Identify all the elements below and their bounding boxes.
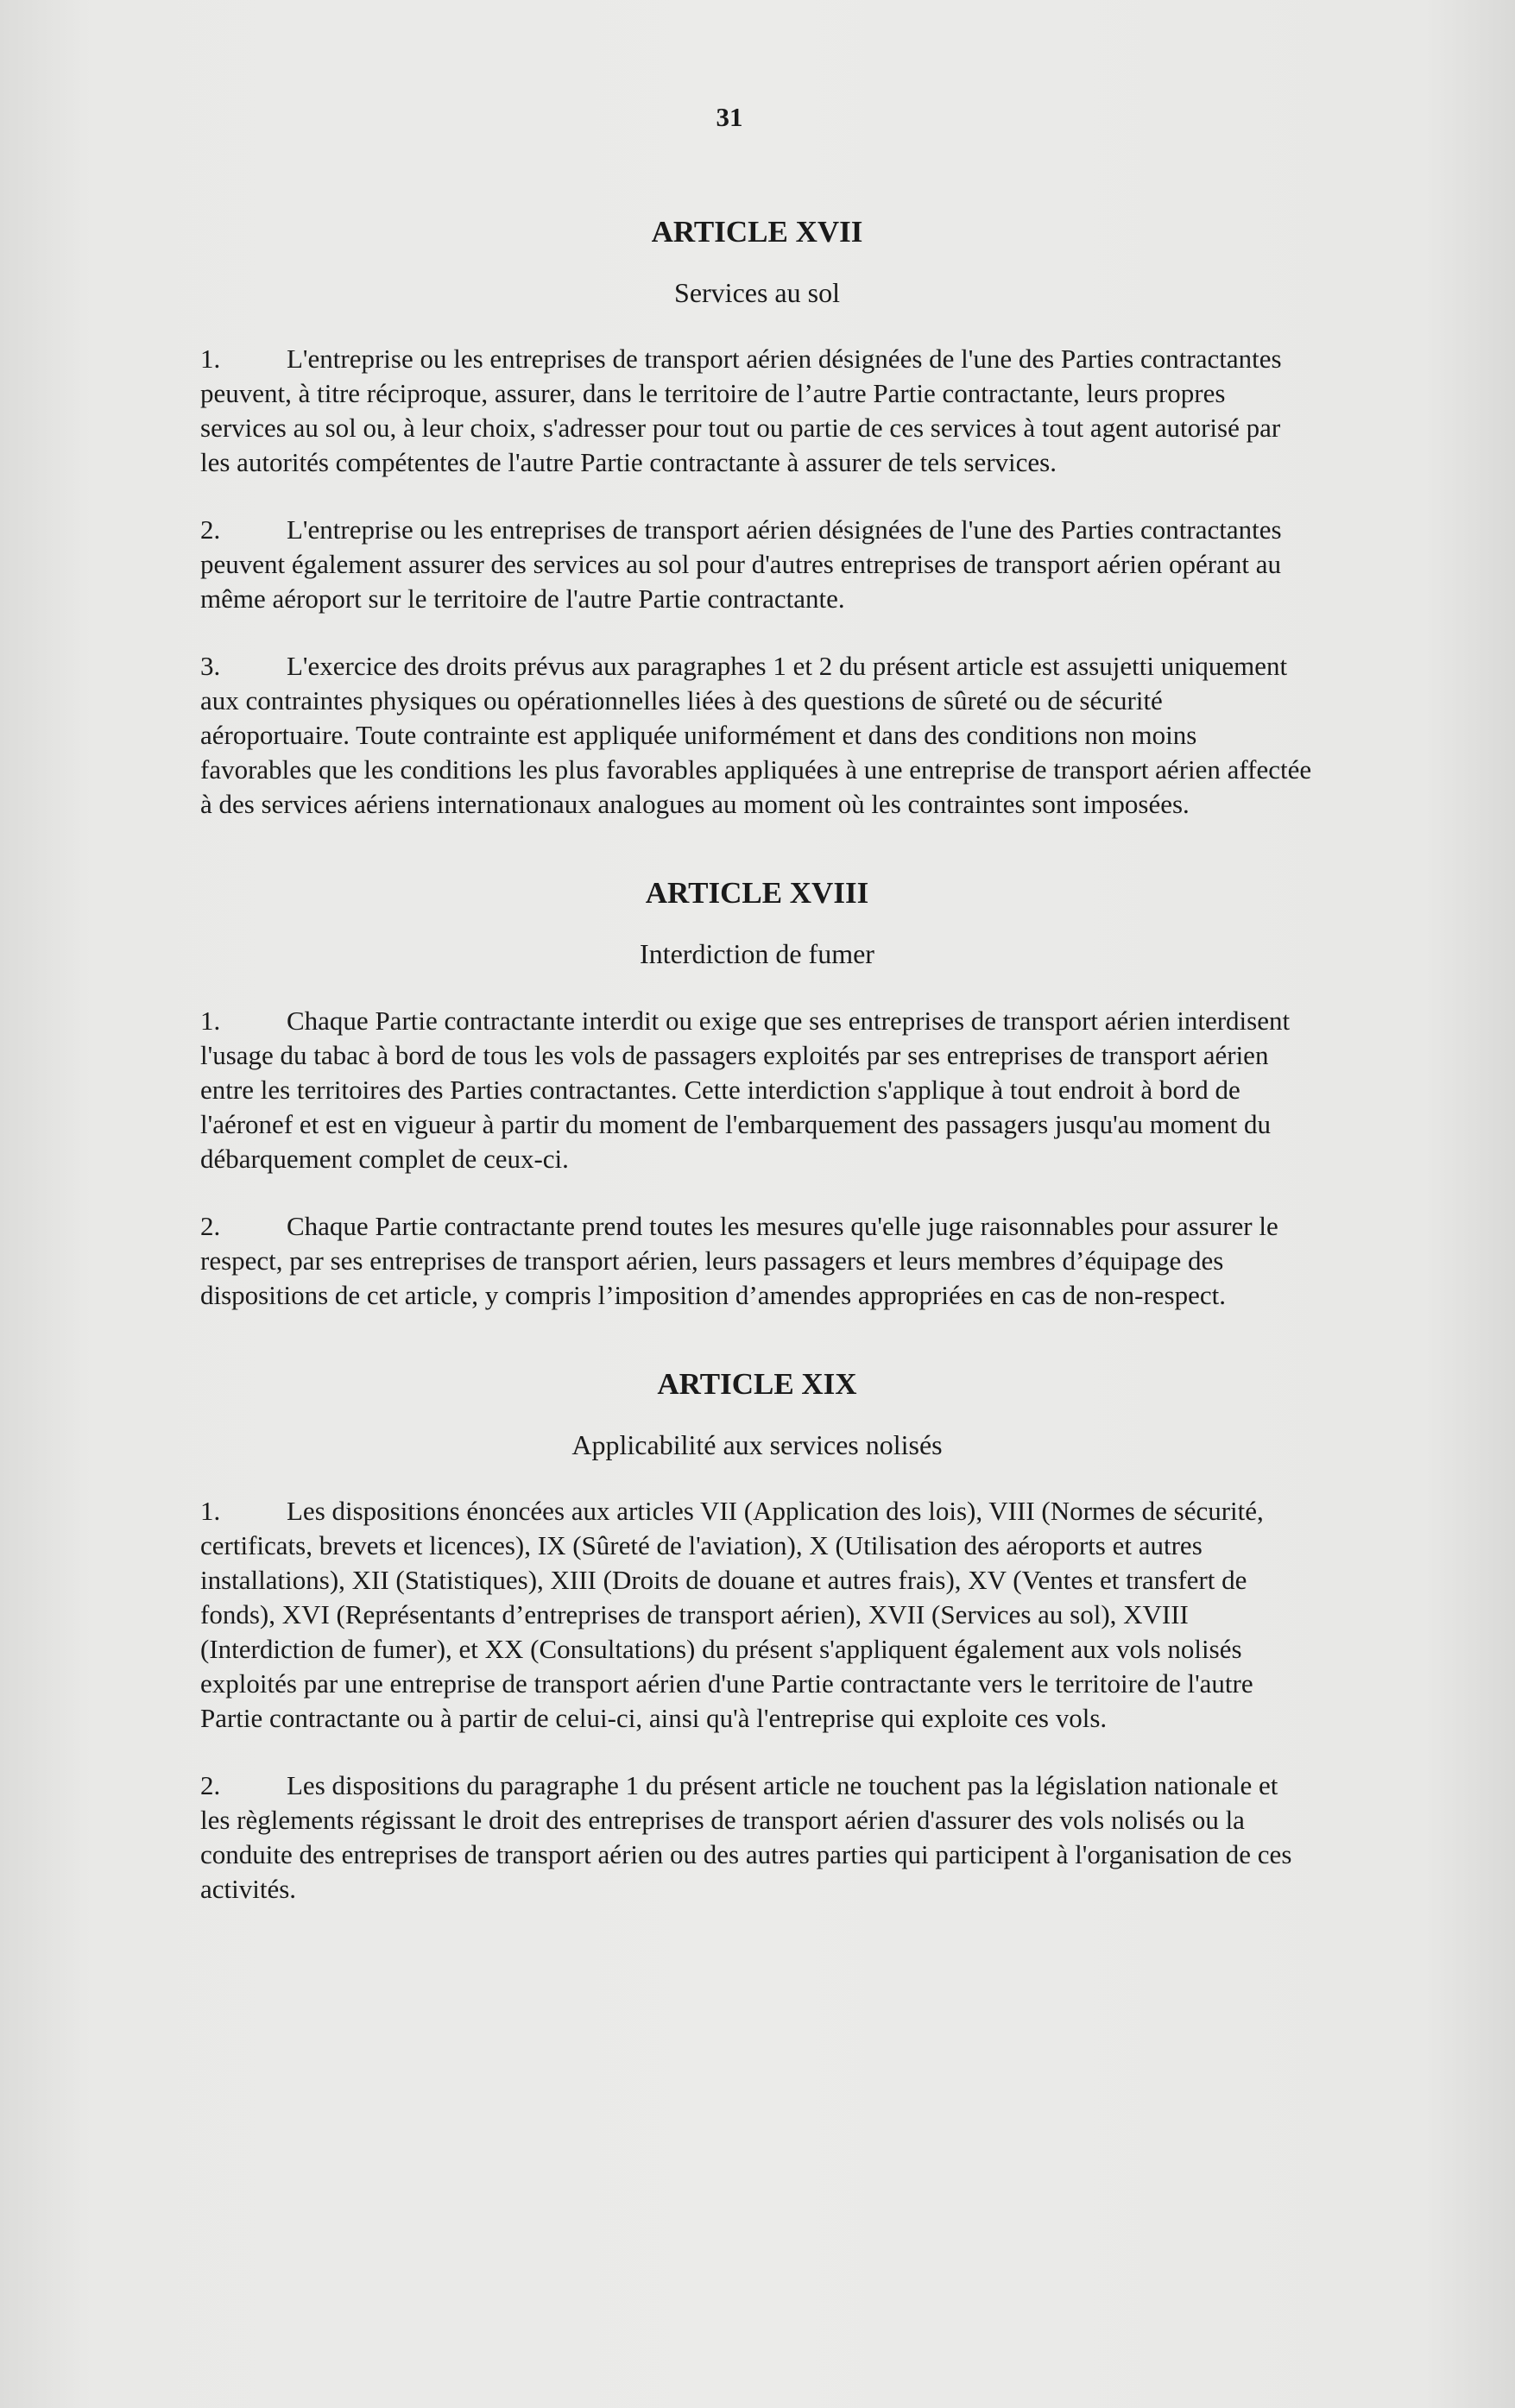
paragraph-number: 1. <box>200 1496 221 1527</box>
paragraph-text: Les dispositions du paragraphe 1 du présent article ne touchent pas la législation nationale et les règlements régissant le droit des entreprises de transport aérien d'assurer des vols nolisés ou la conduite des entreprises de transport aérien ou des autres parties qui participent à l'organisation de ces activités. <box>200 1770 1292 1905</box>
paragraph-number: 1. <box>200 1005 221 1036</box>
paragraph <box>200 1768 1314 1907</box>
article-xvii <box>200 214 1314 822</box>
article-title: ARTICLE XVII <box>651 215 863 249</box>
paragraph-text: L'exercice des droits prévus aux paragraphes 1 et 2 du présent article est assujetti uniquement aux contraintes physiques ou opérationnelles liées à des questions de sûreté ou de sécurité aéroportuaire. Toute contrainte est appliquée uniformément et dans des conditions non moins favorables que les conditions les plus favorables appliquées à une entreprise de transport aérien affectée à des services aériens internationaux analogues au moment où les contraintes sont imposées. <box>200 651 1312 820</box>
article-subtitle: Services au sol <box>674 277 840 308</box>
paragraph <box>200 649 1314 822</box>
article-title: ARTICLE XVIII <box>645 876 869 911</box>
paragraph-text: Chaque Partie contractante interdit ou exige que ses entreprises de transport aérien interdisent l'usage du tabac à bord de tous les vols de passagers exploités par ses entreprises de transport aérien entre les territoires des Parties contractantes. Cette interdiction s'applique à tout endroit à bord de l'aéronef et est en vigueur à partir du moment de l'embarquement des passagers jusqu'au moment du débarquement complet de ceux-ci. <box>200 1005 1291 1174</box>
paragraph <box>200 1209 1314 1313</box>
paragraph-number: 3. <box>200 651 221 682</box>
article-subtitle: Applicabilité aux services nolisés <box>571 1428 943 1460</box>
paragraph-text: L'entreprise ou les entreprises de transport aérien désignées de l'une des Parties contractantes peuvent, à titre réciproque, assurer, dans le territoire de l’autre Partie contractante, leurs propres services au sol ou, à leur choix, s'adresser pour tout ou partie de ces services à tout agent autorisé par les autorités compétentes de l'autre Partie contractante à assurer de tels services. <box>200 344 1282 478</box>
paragraph <box>200 513 1314 616</box>
paragraph-text: L'entreprise ou les entreprises de transport aérien désignées de l'une des Parties contractantes peuvent également assurer des services au sol pour d'autres entreprises de transport aérien opérant au même aéroport sur le territoire de l'autre Partie contractante. <box>200 514 1282 615</box>
paragraph-number: 1. <box>200 344 221 375</box>
article-xix <box>200 1366 1314 1907</box>
article-subtitle: Interdiction de fumer <box>640 938 874 970</box>
document-body <box>200 214 1314 1939</box>
paragraph-text: Les dispositions énoncées aux articles VII (Application des lois), VIII (Normes de sécurité, certificats, brevets et licences), IX (Sûreté de l'aviation), X (Utilisation des aéroports et autres installations), XII (Statistiques), XIII (Droits de douane et autres frais), XV (Ventes et transfert de fonds), XVI (Représentants d’entreprises de transport aérien), XVII (Services au sol), XVIII (Interdiction de fumer), et XX (Consultations) du présent s'appliquent également aux vols nolisés exploités par une entreprise de transport aérien d'une Partie contractante vers le territoire de l'autre Partie contractante ou à partir de celui-ci, ainsi qu'à l'entreprise qui exploite ces vols. <box>200 1496 1264 1734</box>
article-title: ARTICLE XIX <box>657 1366 857 1401</box>
paragraph-number: 2. <box>200 1210 221 1241</box>
page-number: 31 <box>716 102 743 132</box>
paragraph-text: Chaque Partie contractante prend toutes les mesures qu'elle juge raisonnables pour assurer le respect, par ses entreprises de transport aérien, leurs passagers et leurs membres d’équipage des dispositions de cet article, y compris l’imposition d’amendes appropriées en cas de non-respect. <box>200 1210 1278 1310</box>
paragraph <box>200 1004 1314 1176</box>
paragraph <box>200 1494 1314 1736</box>
article-xviii <box>200 875 1314 1312</box>
paragraph-number: 2. <box>200 1770 221 1801</box>
paragraph-number: 2. <box>200 514 221 545</box>
paragraph <box>200 342 1314 480</box>
